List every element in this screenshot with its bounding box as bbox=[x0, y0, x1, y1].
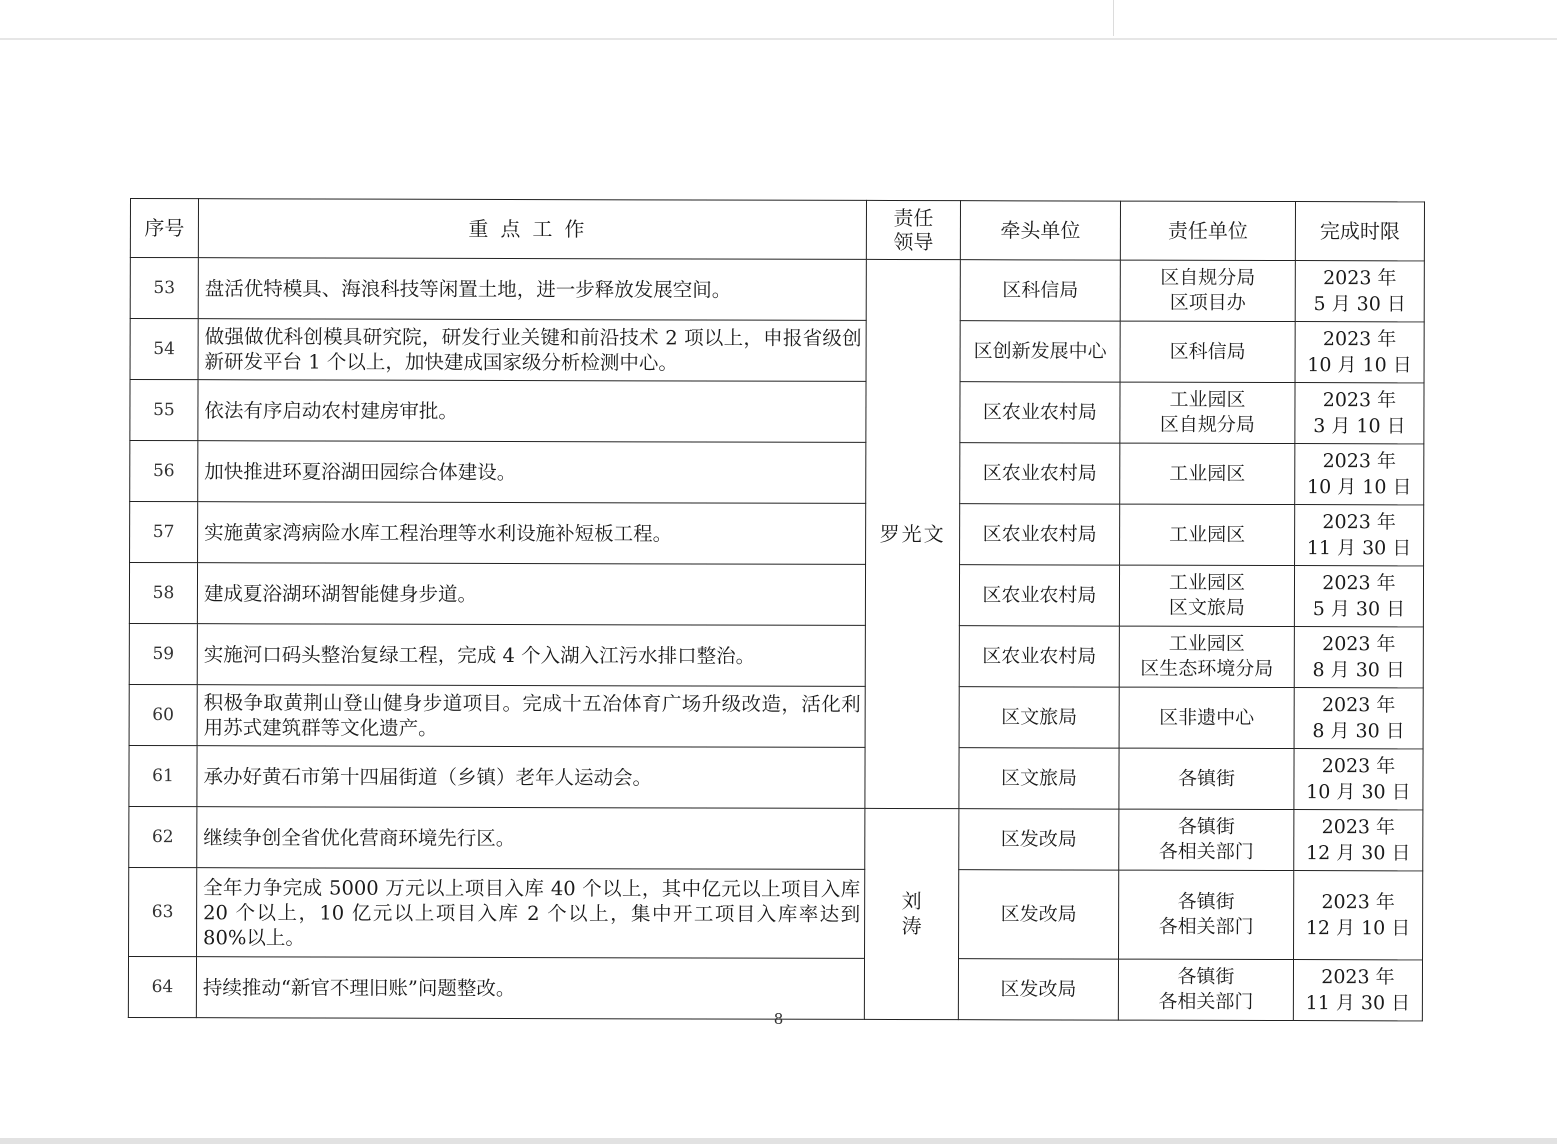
header-leader bbox=[866, 200, 960, 259]
row-task: 实施河口码头整治复绿工程，完成 4 个入湖入江污水排口整治。 bbox=[197, 624, 865, 687]
header-leader-line2: 领导 bbox=[893, 229, 934, 255]
row-deadline-line: 3 月 10 日 bbox=[1313, 415, 1406, 438]
row-deadline-line: 11 月 30 日 bbox=[1305, 992, 1411, 1015]
row-deadline-line: 2023 年 bbox=[1322, 328, 1397, 351]
row-deadline bbox=[1294, 871, 1423, 960]
row-deadline bbox=[1294, 749, 1423, 810]
row-seq: 54 bbox=[130, 319, 198, 380]
row-deadline-line: 2023 年 bbox=[1322, 389, 1397, 412]
row-deadline bbox=[1294, 688, 1423, 749]
row-deadline bbox=[1294, 627, 1423, 688]
row-leader: 罗光文 bbox=[865, 259, 960, 808]
row-lead-unit: 区发改局 bbox=[959, 809, 1119, 870]
scan-edge-bottom bbox=[0, 1138, 1557, 1144]
row-resp-unit bbox=[1120, 443, 1295, 504]
row-resp-unit bbox=[1119, 748, 1294, 809]
row-lead-unit: 区发改局 bbox=[959, 870, 1119, 959]
row-resp-unit bbox=[1120, 504, 1295, 565]
row-lead-unit: 区农业农村局 bbox=[960, 382, 1120, 443]
row-deadline bbox=[1295, 505, 1424, 566]
row-resp-unit-line: 区自规分局 bbox=[1160, 266, 1256, 289]
row-deadline-line: 10 月 10 日 bbox=[1306, 476, 1412, 499]
table-row bbox=[130, 441, 1424, 505]
header-seq: 序号 bbox=[130, 199, 198, 258]
row-deadline-line: 2023 年 bbox=[1321, 966, 1395, 989]
row-deadline-line: 12 月 30 日 bbox=[1306, 842, 1411, 865]
row-lead-unit: 区科信局 bbox=[960, 260, 1120, 321]
row-seq: 64 bbox=[128, 956, 196, 1017]
row-lead-unit: 区发改局 bbox=[958, 959, 1118, 1020]
table-row bbox=[130, 319, 1424, 383]
row-deadline-line: 5 月 30 日 bbox=[1312, 598, 1406, 621]
row-lead-unit: 区文旅局 bbox=[959, 748, 1119, 809]
table-row bbox=[129, 623, 1423, 687]
row-resp-unit-line: 各镇街 bbox=[1177, 767, 1236, 790]
row-task: 依法有序启动农村建房审批。 bbox=[198, 380, 866, 443]
header-task: 重点工作 bbox=[198, 199, 866, 260]
row-resp-unit bbox=[1119, 626, 1294, 687]
row-task: 实施黄家湾病险水库工程治理等水利设施补短板工程。 bbox=[198, 502, 866, 565]
table-row bbox=[129, 867, 1423, 959]
row-lead-unit: 区农业农村局 bbox=[959, 626, 1119, 687]
row-seq: 61 bbox=[129, 745, 197, 806]
row-resp-unit-line: 各相关部门 bbox=[1158, 915, 1254, 938]
header-lead-unit: 牵头单位 bbox=[960, 201, 1120, 260]
row-leader: 刘 涛 bbox=[864, 808, 959, 1019]
row-resp-unit-line: 各镇街 bbox=[1177, 890, 1235, 913]
row-deadline-line: 2023 年 bbox=[1323, 267, 1397, 290]
row-resp-unit-line: 区生态环境分局 bbox=[1140, 657, 1274, 680]
row-task: 积极争取黄荆山登山健身步道项目。完成十五冶体育广场升级改造，活化利用苏式建筑群等文化遗产。 bbox=[197, 685, 865, 748]
row-resp-unit-line: 各相关部门 bbox=[1158, 840, 1254, 863]
row-resp-unit bbox=[1119, 565, 1294, 626]
row-seq: 63 bbox=[129, 867, 197, 956]
header-deadline: 完成时限 bbox=[1295, 202, 1424, 261]
page-number: 8 bbox=[773, 1010, 784, 1028]
header-leader-line1: 责任 bbox=[893, 205, 934, 231]
row-seq: 59 bbox=[129, 623, 197, 684]
row-seq: 60 bbox=[129, 684, 197, 745]
row-lead-unit: 区农业农村局 bbox=[960, 504, 1120, 565]
row-lead-unit: 区创新发展中心 bbox=[960, 321, 1120, 382]
row-deadline-line: 11 月 30 日 bbox=[1306, 537, 1412, 560]
row-resp-unit bbox=[1119, 687, 1294, 748]
row-deadline-line: 2023 年 bbox=[1321, 755, 1396, 778]
row-deadline-line: 10 月 10 日 bbox=[1307, 354, 1412, 377]
row-deadline bbox=[1295, 444, 1424, 505]
row-deadline bbox=[1295, 261, 1424, 322]
row-resp-unit bbox=[1120, 382, 1295, 443]
table-row bbox=[129, 563, 1423, 627]
row-resp-unit bbox=[1120, 321, 1295, 382]
row-task: 做强做优科创模具研究院，研发行业关键和前沿技术 2 项以上，申报省级创新研发平台 1 个以上，加快建成国家级分析检测中心。 bbox=[198, 319, 866, 382]
row-task: 继续争创全省优化营商环境先行区。 bbox=[197, 807, 865, 870]
table-body bbox=[128, 258, 1424, 1021]
row-deadline-line: 2023 年 bbox=[1322, 633, 1396, 656]
row-deadline-line: 5 月 30 日 bbox=[1313, 293, 1406, 316]
row-seq: 62 bbox=[129, 806, 197, 867]
row-resp-unit-line: 区科信局 bbox=[1169, 340, 1246, 363]
row-deadline-line: 10 月 30 日 bbox=[1306, 781, 1411, 804]
row-deadline bbox=[1295, 383, 1424, 444]
table-row bbox=[130, 380, 1424, 444]
row-deadline bbox=[1294, 566, 1423, 627]
row-deadline-line: 2023 年 bbox=[1321, 816, 1396, 839]
row-seq: 53 bbox=[130, 258, 198, 319]
row-resp-unit bbox=[1119, 870, 1294, 959]
row-seq: 55 bbox=[130, 380, 198, 441]
table-header-row bbox=[130, 199, 1424, 261]
row-deadline-line: 2023 年 bbox=[1322, 450, 1397, 473]
row-task: 加快推进环夏浴湖田园综合体建设。 bbox=[198, 441, 866, 504]
row-task: 建成夏浴湖环湖智能健身步道。 bbox=[197, 563, 865, 626]
row-deadline-line: 8 月 30 日 bbox=[1312, 720, 1405, 743]
row-deadline-line: 2023 年 bbox=[1322, 572, 1396, 595]
row-deadline bbox=[1295, 322, 1424, 383]
task-table bbox=[128, 198, 1425, 1021]
scan-mark bbox=[1113, 0, 1114, 36]
row-deadline-line: 2023 年 bbox=[1321, 891, 1395, 914]
row-deadline-line: 2023 年 bbox=[1322, 511, 1396, 534]
row-resp-unit-line: 工业园区 bbox=[1168, 632, 1245, 655]
row-seq: 57 bbox=[130, 502, 198, 563]
table-row bbox=[130, 502, 1424, 566]
row-lead-unit: 区农业农村局 bbox=[960, 443, 1120, 504]
row-lead-unit: 区农业农村局 bbox=[959, 565, 1119, 626]
row-resp-unit-line: 各相关部门 bbox=[1158, 990, 1254, 1013]
row-deadline-line: 2023 年 bbox=[1321, 694, 1396, 717]
row-resp-unit-line: 各镇街 bbox=[1177, 965, 1235, 988]
scan-edge-top bbox=[0, 38, 1557, 40]
table-row bbox=[129, 806, 1423, 870]
row-deadline bbox=[1294, 810, 1423, 871]
row-resp-unit bbox=[1119, 809, 1294, 870]
row-task: 全年力争完成 5000 万元以上项目入库 40 个以上，其中亿元以上项目入库 20 个以上，10 亿元以上项目入库 2 个以上，集中开工项目入库率达到 80%以上。 bbox=[197, 868, 865, 959]
row-resp-unit-line: 区项目办 bbox=[1169, 291, 1246, 314]
table-row bbox=[129, 745, 1423, 809]
row-task: 承办好黄石市第十四届街道（乡镇）老年人运动会。 bbox=[197, 746, 865, 809]
row-resp-unit-line: 区自规分局 bbox=[1159, 413, 1255, 436]
header-resp-unit: 责任单位 bbox=[1120, 201, 1295, 260]
row-task: 盘活优特模具、海浪科技等闲置土地，进一步释放发展空间。 bbox=[198, 258, 866, 321]
row-resp-unit-line: 各镇街 bbox=[1177, 815, 1235, 838]
row-deadline-line: 12 月 10 日 bbox=[1305, 917, 1411, 940]
row-seq: 56 bbox=[130, 441, 198, 502]
table-row bbox=[130, 258, 1424, 322]
task-table-sheet bbox=[128, 198, 1424, 1015]
row-resp-unit-line: 工业园区 bbox=[1169, 462, 1246, 485]
row-task: 持续推动“新官不理旧账”问题整改。 bbox=[196, 957, 864, 1020]
row-lead-unit: 区文旅局 bbox=[959, 687, 1119, 748]
row-resp-unit-line: 区非遗中心 bbox=[1159, 706, 1255, 729]
row-resp-unit-line: 工业园区 bbox=[1168, 571, 1246, 594]
row-resp-unit bbox=[1120, 260, 1295, 321]
row-deadline-line: 8 月 30 日 bbox=[1312, 659, 1405, 682]
row-seq: 58 bbox=[129, 563, 197, 624]
row-resp-unit-line: 区文旅局 bbox=[1168, 596, 1245, 619]
row-resp-unit-line: 工业园区 bbox=[1169, 388, 1246, 411]
table-row bbox=[129, 684, 1423, 748]
row-resp-unit-line: 工业园区 bbox=[1169, 523, 1246, 546]
